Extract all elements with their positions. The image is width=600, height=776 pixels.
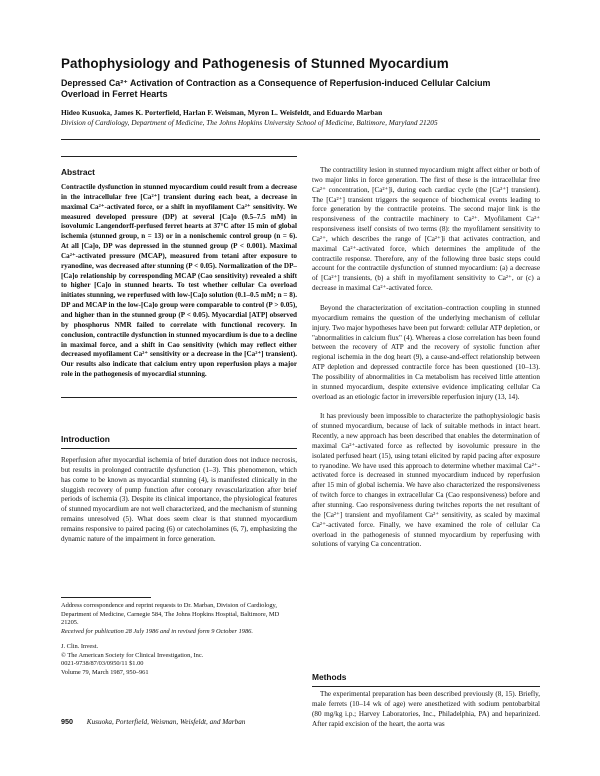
methods-body	[312, 690, 540, 729]
abstract-top-rule	[61, 156, 297, 157]
body-paragraph-3: It has previously been impossible to characterize the pathophysiologic basis of stunned myocardium, because of lack of suitable methods in intact heart. Recently, a new approach has been described that enables the determination of maximal Ca²⁺-activated force as reflected by isovolumic pressure in the isolated perfused heart (15), using tetani elicited by rapid pacing after exposure to ryanodine. We have used this approach to determine whether maximal Ca²⁺-activated force is decreased in stunned myocardium induced by reperfusion after 15 min of global ischemia. We have also characterized the responsiveness of twitch force to changes in extracellular Ca (Cao responsiveness) before and after stunning. Cao responsiveness during twitches reports the net resultant of the [Ca²⁺] transient and myofilament Ca²⁺ sensitivity, as scaled by maximal Ca²⁺-activated force. Finally, we have examined the role of cellular Ca overload in the pathogenesis of stunned myocardium by reperfusing with solutions of varying Ca concentration.	[312, 412, 540, 549]
running-footer	[61, 717, 245, 726]
page-number: 950	[61, 717, 73, 726]
right-column	[312, 166, 540, 550]
body-paragraph-2: Beyond the characterization of excitation–contraction coupling in stunned myocardium remains the question of the underlying mechanism of cellular injury. Two major hypotheses have been put forward: cellular ATP depletion, or "abnormalities in calcium flux" (4). Whereas a close correlation has been found between the recovery of ATP and the recovery of systolic function after regional ischemia in the dog heart (9), a cause-and-effect relationship between ATP depletion and depressed contractile force has been questioned (10–13). The possibility of abnormalities in Ca metabolism has received little attention in stunned myocardium, despite extensive evidence implicating cellular Ca overload as an etiologic factor in irreversible reperfusion injury (13, 14).	[312, 303, 540, 401]
footnote-rule	[61, 597, 151, 598]
introduction-body	[61, 456, 297, 545]
correspondence-note: Address correspondence and reprint requests to Dr. Marban, Division of Cardiology, Department of Medicine, Carnegie 584, The Johns Hopkins Hospital, Baltimore, MD 21205.	[61, 602, 280, 626]
abstract-bottom-rule	[61, 397, 297, 398]
copyright-line: © The American Society for Clinical Investigation, Inc.	[61, 651, 204, 659]
abstract-body	[61, 183, 297, 380]
header-divider	[61, 139, 540, 140]
author-affiliation: Division of Cardiology, Department of Medicine, The Johns Hopkins University School of Medicine, Baltimore, Maryland 21205	[61, 118, 438, 127]
abstract-text: Contractile dysfunction in stunned myocardium could result from a decrease in the intracellular free [Ca²⁺] transient during each beat, a decrease in maximal Ca²⁺-activated force, or a shift in myofilament Ca²⁺ sensitivity. We measured developed pressure (DP) at several [Ca]o (0.5–7.5 mM) in isovolumic Langendorff-perfused ferret hearts at 37°C after 15 min of global ischemia (stunned group, n = 13) or in a nonischemic control group (n = 6). At all [Ca]o, DP was depressed in the stunned group (P < 0.001). Maximal Ca²⁺-activated pressure (MCAP), measured from tetani after exposure to ryanodine, was decreased after stunning (P < 0.05). Normalization of the DP–[Ca]o relationship by corresponding MCAP (Cao sensitivity) revealed a shift to higher [Ca]o in stunned hearts. To test whether cellular Ca overload initiates stunning, we reperfused with low-[Ca]o solution (0.1–0.5 mM; n = 8). DP and MCAP in the low-[Ca]o group were comparable to control (P > 0.05), and higher than in the stunned group (P < 0.05). Myocardial [ATP] observed by phosphorus NMR failed to correlate with functional recovery. In conclusion, contractile dysfunction in stunned myocardium is due to a decline in maximal force, and a shift in Cao sensitivity (which may reflect either decreased myofilament Ca²⁺ sensitivity or a decrease in the [Ca²⁺] transient). Our results also indicate that calcium entry upon reperfusion plays a major role in the pathogenesis of myocardial stunning.	[61, 183, 297, 379]
footnote	[61, 602, 297, 636]
author-list: Hideo Kusuoka, James K. Porterfield, Harlan F. Weisman, Myron L. Weisfeldt, and Eduardo Marban	[61, 108, 383, 117]
copyright-block	[61, 643, 297, 677]
introduction-text: Reperfusion after myocardial ischemia of brief duration does not induce necrosis, but results in prolonged contractile dysfunction (1–3). This phenomenon, which has come to be known as myocardial stunning (4), is manifested clinically in the sluggish recovery of pump function after coronary revascularization after brief periods of ischemia (3). Despite its clinical importance, the physiological features of stunned myocardium are not well characterized, and the mechanism of stunning remains unresolved (5). What does seem clear is that stunned myocardium remains responsive to paired pacing (6) or catecholamines (6, 7), emphasizing the dynamic nature of the impairment in force generation.	[61, 456, 297, 543]
methods-heading: Methods	[312, 672, 347, 682]
volume-line: Volume 79, March 1987, 950–961	[61, 668, 149, 676]
journal-name: J. Clin. Invest.	[61, 643, 99, 650]
article-title: Pathophysiology and Pathogenesis of Stunned Myocardium	[61, 56, 449, 71]
introduction-rule	[61, 448, 297, 449]
running-authors: Kusuoka, Porterfield, Weisman, Weisfeldt, and Marban	[86, 718, 246, 726]
issn-line: 0021-9738/87/03/0950/11 $1.00	[61, 660, 144, 667]
abstract-heading: Abstract	[61, 167, 95, 177]
article-subtitle: Depressed Ca²⁺ Activation of Contraction as a Consequence of Reperfusion-induced Cellular Calcium Overload in Ferret Hearts	[61, 78, 491, 99]
body-paragraph-1: The contractility lesion in stunned myocardium might affect either or both of two major links in force generation. The first of these is the intracellular free Ca²⁺ concentration, [Ca²⁺]i, during each cardiac cycle (the [Ca²⁺] transient). The [Ca²⁺] transient triggers the sequence of biochemical events leading to force generation by the contractile proteins. The second major link is the responsiveness of the contractile machinery to Ca²⁺. Myofilament Ca²⁺ responsiveness itself consists of two terms (8): the myofilament sensitivity to Ca²⁺, which describes the range of [Ca²⁺]i that activates contraction, and maximal Ca²⁺-activated force, which determines the amplitude of the contractile response. Therefore, any of the following three basic steps could account for the contractile dysfunction of stunned myocardium: (a) a decrease of [Ca²⁺] transients, (b) a shift in myofilament sensitivity to Ca²⁺, or (c) a decrease in maximal Ca²⁺-activated force.	[312, 166, 540, 293]
methods-rule	[312, 686, 540, 687]
methods-text: The experimental preparation has been described previously (8, 15). Briefly, male ferrets (10–14 wk of age) were anesthetized with sodium pentobarbital (80 mg/kg i.p.; Harvey Laboratories, Inc., Philadelphia, PA) and heparinized. After rapid excision of the heart, the aorta was	[312, 690, 540, 728]
introduction-heading: Introduction	[61, 434, 110, 444]
received-note: Received for publication 28 July 1986 and in revised form 9 October 1986.	[61, 627, 253, 635]
